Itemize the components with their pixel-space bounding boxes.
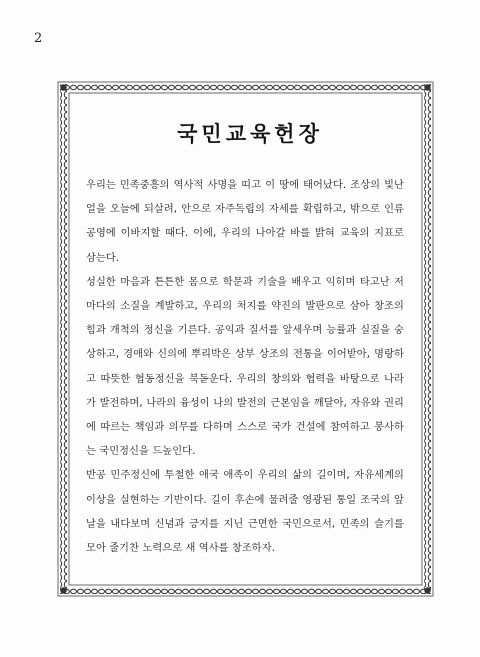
page-title: 국민교육헌장 [177,122,323,146]
charter-content [86,118,404,561]
page-number: 2 [34,31,43,46]
paragraph-3: 반공 민주정신에 투철한 애국 애족이 우리의 삶의 길이며, 자유세계의 이상을 실현하는 기반이다. 길이 후손에 물려줄 영광된 통일 조국의 앞날을 내다보며 신념과 긍지를 지닌 근면한 국민으로서, 민족의 슬기를 모아 줄기찬 노력으로 새 역사를 창조하자. [86,470,404,555]
paragraph-1: 우리는 민족중흥의 역사적 사명을 띠고 이 땅에 태어났다. 조상의 빛난 얼을 오늘에 되살려, 안으로 자주독립의 자세를 확립하고, 밖으로 인류공영에 이바지할 때다. 이에, 우리의 나아갈 바를 밝혀 교육의 지표로 삼는다. [86,180,404,264]
paragraph-2: 성실한 마음과 튼튼한 몸으로 학문과 기술을 배우고 익히며 타고난 저마다의 소질을 계발하고, 우리의 처지를 약진의 발판으로 삼아 창조의 힘과 개척의 정신을 기른다. 공익과 질서를 앞세우며 능률과 실질을 숭상하고, 경애와 신의에 뿌리박은 상부 상조의 전통을 이어받아, 명랑하고 따뜻한 협동정신을 북돋운다. 우리의 창의와 협력을 바탕으로 나라가 발전하며, 나라의 융성이 나의 발전의 근본임을 깨달아, 자유와 권리에 따르는 책임과 의무를 다하며 스스로 국가 건설에 참여하고 봉사하는 국민정신을 드높인다. [86,276,404,458]
